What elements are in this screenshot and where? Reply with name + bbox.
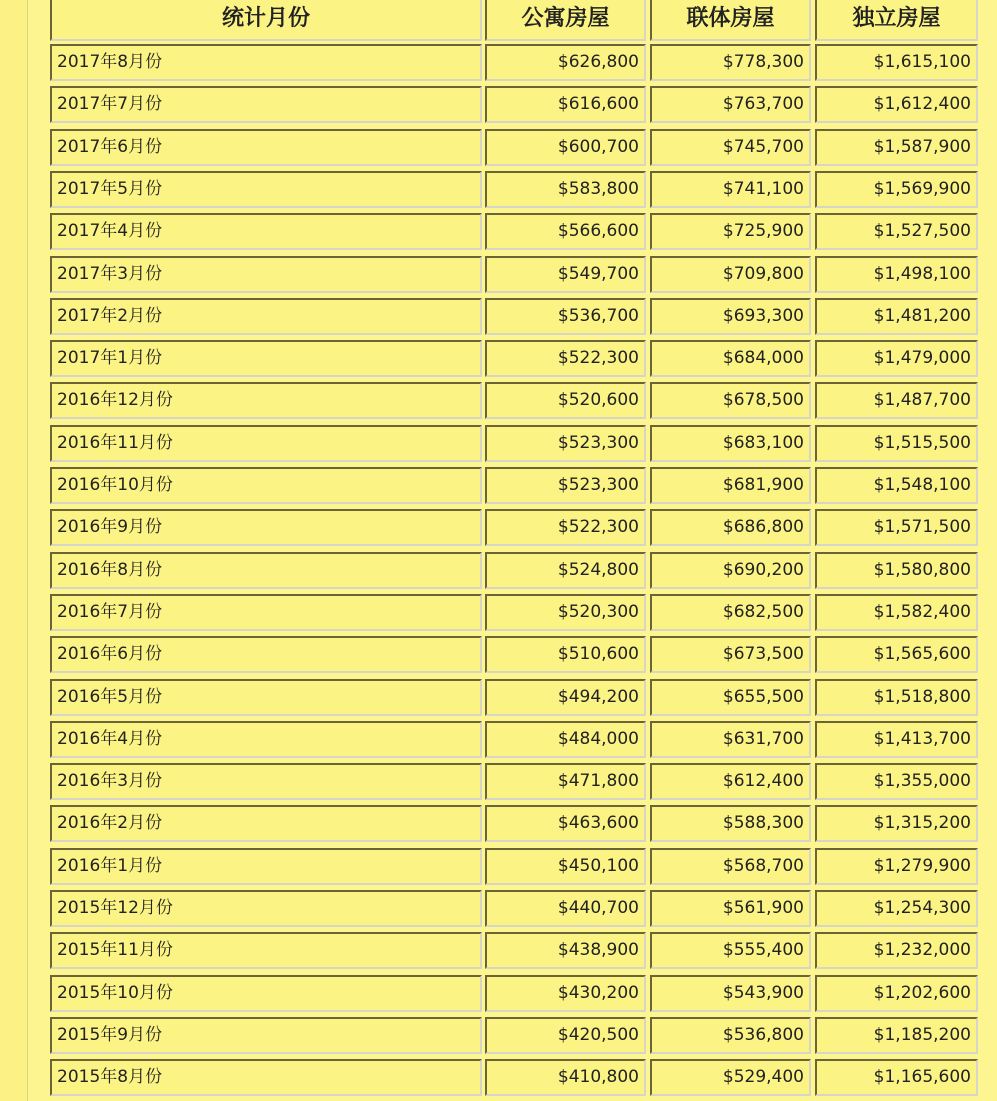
apartment-price-cell: $523,300 <box>485 467 646 504</box>
header-month: 统计月份 <box>50 0 482 41</box>
month-cell: 2016年6月份 <box>50 636 482 673</box>
detached-price-cell: $1,481,200 <box>815 298 978 335</box>
townhouse-price-cell: $568,700 <box>650 848 811 885</box>
apartment-price-cell: $520,300 <box>485 594 646 631</box>
detached-price-cell: $1,548,100 <box>815 467 978 504</box>
apartment-price-cell: $463,600 <box>485 805 646 842</box>
header-apartment: 公寓房屋 <box>485 0 646 41</box>
apartment-price-cell: $450,100 <box>485 848 646 885</box>
detached-price-cell: $1,185,200 <box>815 1017 978 1054</box>
detached-price-cell: $1,580,800 <box>815 552 978 589</box>
apartment-price-cell: $410,800 <box>485 1059 646 1096</box>
townhouse-price-cell: $555,400 <box>650 932 811 969</box>
townhouse-price-cell: $612,400 <box>650 763 811 800</box>
left-margin-band <box>0 0 27 1101</box>
apartment-price-cell: $536,700 <box>485 298 646 335</box>
townhouse-price-cell: $778,300 <box>650 44 811 81</box>
townhouse-price-cell: $655,500 <box>650 679 811 716</box>
month-cell: 2017年1月份 <box>50 340 482 377</box>
month-cell: 2017年5月份 <box>50 171 482 208</box>
detached-price-cell: $1,518,800 <box>815 679 978 716</box>
header-townhouse: 联体房屋 <box>650 0 811 41</box>
detached-price-cell: $1,355,000 <box>815 763 978 800</box>
month-cell: 2015年9月份 <box>50 1017 482 1054</box>
detached-price-cell: $1,527,500 <box>815 213 978 250</box>
month-cell: 2017年7月份 <box>50 86 482 123</box>
townhouse-price-cell: $678,500 <box>650 382 811 419</box>
apartment-price-cell: $522,300 <box>485 509 646 546</box>
townhouse-price-cell: $682,500 <box>650 594 811 631</box>
month-cell: 2016年7月份 <box>50 594 482 631</box>
apartment-price-cell: $616,600 <box>485 86 646 123</box>
detached-price-cell: $1,615,100 <box>815 44 978 81</box>
townhouse-price-cell: $631,700 <box>650 721 811 758</box>
apartment-price-cell: $494,200 <box>485 679 646 716</box>
townhouse-price-cell: $745,700 <box>650 129 811 166</box>
apartment-price-cell: $549,700 <box>485 256 646 293</box>
month-cell: 2015年10月份 <box>50 975 482 1012</box>
month-cell: 2016年2月份 <box>50 805 482 842</box>
month-cell: 2016年1月份 <box>50 848 482 885</box>
townhouse-price-cell: $709,800 <box>650 256 811 293</box>
month-cell: 2015年12月份 <box>50 890 482 927</box>
month-cell: 2016年8月份 <box>50 552 482 589</box>
month-cell: 2015年11月份 <box>50 932 482 969</box>
townhouse-price-cell: $741,100 <box>650 171 811 208</box>
detached-price-cell: $1,413,700 <box>815 721 978 758</box>
month-cell: 2017年2月份 <box>50 298 482 335</box>
month-cell: 2016年4月份 <box>50 721 482 758</box>
detached-price-cell: $1,582,400 <box>815 594 978 631</box>
detached-price-cell: $1,587,900 <box>815 129 978 166</box>
month-cell: 2017年4月份 <box>50 213 482 250</box>
header-detached: 独立房屋 <box>815 0 978 41</box>
townhouse-price-cell: $561,900 <box>650 890 811 927</box>
month-cell: 2017年6月份 <box>50 129 482 166</box>
detached-price-cell: $1,565,600 <box>815 636 978 673</box>
detached-price-cell: $1,487,700 <box>815 382 978 419</box>
apartment-price-cell: $583,800 <box>485 171 646 208</box>
townhouse-price-cell: $683,100 <box>650 425 811 462</box>
apartment-price-cell: $524,800 <box>485 552 646 589</box>
townhouse-price-cell: $673,500 <box>650 636 811 673</box>
month-cell: 2015年8月份 <box>50 1059 482 1096</box>
detached-price-cell: $1,569,900 <box>815 171 978 208</box>
townhouse-price-cell: $686,800 <box>650 509 811 546</box>
townhouse-price-cell: $684,000 <box>650 340 811 377</box>
apartment-price-cell: $523,300 <box>485 425 646 462</box>
detached-price-cell: $1,315,200 <box>815 805 978 842</box>
detached-price-cell: $1,165,600 <box>815 1059 978 1096</box>
townhouse-price-cell: $588,300 <box>650 805 811 842</box>
month-cell: 2016年12月份 <box>50 382 482 419</box>
detached-price-cell: $1,254,300 <box>815 890 978 927</box>
townhouse-price-cell: $690,200 <box>650 552 811 589</box>
detached-price-cell: $1,515,500 <box>815 425 978 462</box>
townhouse-price-cell: $536,800 <box>650 1017 811 1054</box>
townhouse-price-cell: $693,300 <box>650 298 811 335</box>
apartment-price-cell: $471,800 <box>485 763 646 800</box>
detached-price-cell: $1,479,000 <box>815 340 978 377</box>
detached-price-cell: $1,498,100 <box>815 256 978 293</box>
apartment-price-cell: $484,000 <box>485 721 646 758</box>
apartment-price-cell: $520,600 <box>485 382 646 419</box>
month-cell: 2016年9月份 <box>50 509 482 546</box>
apartment-price-cell: $600,700 <box>485 129 646 166</box>
apartment-price-cell: $626,800 <box>485 44 646 81</box>
month-cell: 2016年5月份 <box>50 679 482 716</box>
detached-price-cell: $1,232,000 <box>815 932 978 969</box>
apartment-price-cell: $420,500 <box>485 1017 646 1054</box>
month-cell: 2017年8月份 <box>50 44 482 81</box>
apartment-price-cell: $566,600 <box>485 213 646 250</box>
townhouse-price-cell: $543,900 <box>650 975 811 1012</box>
townhouse-price-cell: $529,400 <box>650 1059 811 1096</box>
month-cell: 2016年3月份 <box>50 763 482 800</box>
detached-price-cell: $1,279,900 <box>815 848 978 885</box>
townhouse-price-cell: $763,700 <box>650 86 811 123</box>
apartment-price-cell: $522,300 <box>485 340 646 377</box>
margin-divider <box>27 0 28 1101</box>
townhouse-price-cell: $681,900 <box>650 467 811 504</box>
detached-price-cell: $1,571,500 <box>815 509 978 546</box>
month-cell: 2016年11月份 <box>50 425 482 462</box>
apartment-price-cell: $510,600 <box>485 636 646 673</box>
detached-price-cell: $1,202,600 <box>815 975 978 1012</box>
month-cell: 2016年10月份 <box>50 467 482 504</box>
month-cell: 2017年3月份 <box>50 256 482 293</box>
apartment-price-cell: $438,900 <box>485 932 646 969</box>
apartment-price-cell: $440,700 <box>485 890 646 927</box>
detached-price-cell: $1,612,400 <box>815 86 978 123</box>
townhouse-price-cell: $725,900 <box>650 213 811 250</box>
apartment-price-cell: $430,200 <box>485 975 646 1012</box>
